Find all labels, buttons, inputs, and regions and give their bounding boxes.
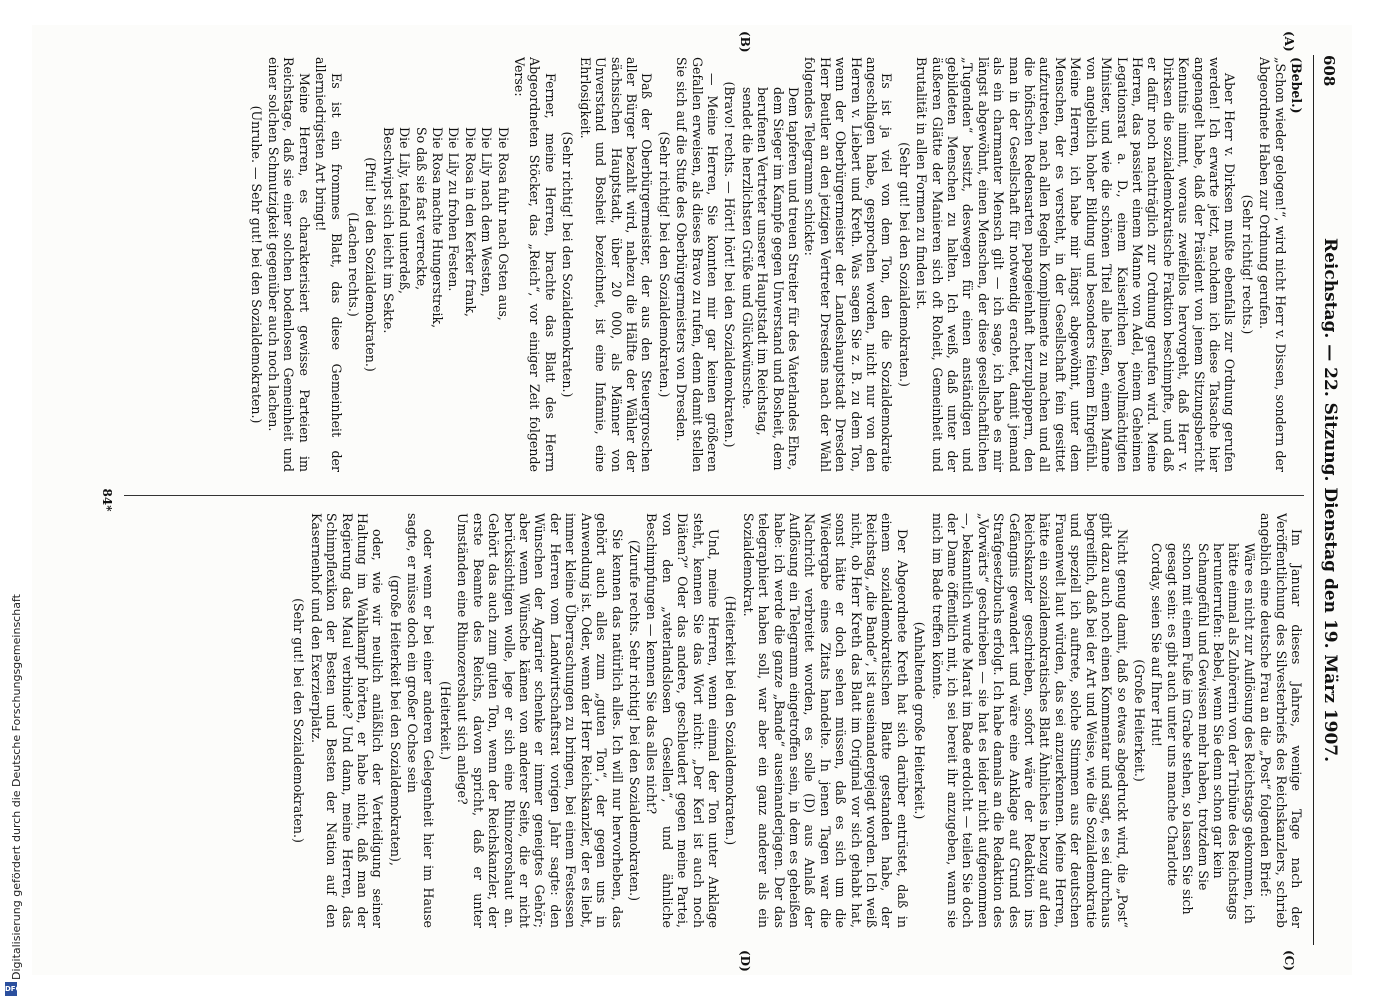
margin-mark-d: (D) bbox=[737, 950, 752, 972]
left-column-paragraph: Beschwipst sich leicht im Sekte. bbox=[380, 127, 396, 334]
left-column-paragraph: (Bravo! rechts. — Hört! hört! bei den Sozialdemokraten.) bbox=[721, 81, 737, 448]
right-column-paragraph: oder wenn er bei einer anderen Gelegenheit hier im Hause sagte, er müsse doch ein großer Ochse sein bbox=[404, 513, 436, 928]
left-column-paragraph: (Bebel.) bbox=[1288, 57, 1304, 114]
left-column-paragraph: Die Rosa in den Kerker frank, bbox=[462, 127, 478, 317]
right-column-paragraph: Und, meine Herren, wenn einmal der Ton unter Anklage steht, kennen Sie das Wort nicht: „Der Kerl ist auch noch Diäten?“ Oder das andere, geschleudert gegen meine Partei, von den „vaterlandslosen Gesellen“, und ähnliche Beschimpfungen — kennen Sie das alles nicht? bbox=[643, 513, 721, 928]
left-column-paragraph: Dem tapferen und treuen Streiter für des Vaterlandes Ehre, dem Sieger im Kampfe gegen Unverstand und Bosheit, dem berufenen Vertreter unserer Hauptstadt im Reichstag, sendet die herzlichsten Grüße und Glückwünsche. bbox=[739, 87, 801, 471]
header-rule bbox=[1313, 55, 1314, 945]
right-column-paragraph: (Sehr gut! bei den Sozialdemokraten.) bbox=[290, 598, 306, 843]
left-column-paragraph: Aber Herr v. Dirksen mußte ebenfalls zur Ordnung gerufen werden! Ich erwarte jetzt, nachdem ich diese Tatsache hier angenagelt habe, daß der Präsident von jenem Sitzungsbericht Kenntnis nimmt, woraus zweifellos hervorgeht, daß Herr v. Dirksen die sozialdemokratische Fraktion beschimpfte, und daß er dafür noch nachträglich zur Ordnung gerufen wird. Meine Herren, das passiert einem Manne von Adel, einem Geheimen Legationsrat a. D., einem Kaiserlichen bevollmächtigten Minister, und wie die schönen Titel alle heißen, einem Manne von angeblich hoher Bildung und besonders feinem Ehrgefühl. Meine Herren, ich habe mir längst abgewöhnt, unter dem Menschen, der es versteht, in der Gesellschaft fein gesittet aufzutreten, nach allen Regeln Komplimente zu machen und all die höfischen Redensarten papageienhaft herzuplappern, den man in der Gesellschaft für notwendig erachtet, damit jemand als ein charmanter Mensch gilt — ich sage, ich habe es mir längst abgewöhnt, einen Menschen, der diese gesellschaftlichen „Tugenden“ besitzt, deswegen für einen anständigen und gebildeten Menschen zu halten. Ich weiß, daß unter der äußeren Glätte der Manieren sich oft Roheit, Gemeinheit und Brutalität in allen Formen zu finden ist. bbox=[913, 57, 1237, 472]
left-column-paragraph: (Sehr richtig! bei den Sozialdemokraten.) bbox=[559, 131, 575, 398]
right-column-paragraph: Der Abgeordnete Kreth hat sich darüber entrüstet, daß in einem sozialdemokratischen Blatte gestanden habe, der Reichstag, „die Bande“, ist auseinandergejagt worden. Ich weiß nicht, ob Herr Kreth das Blatt im Original vor sich gehabt hat, sonst hätte er doch sehen müssen, daß es sich um die Wiedergabe eines Zitats handelte. In jenen Tagen war die Nachricht verbreitet worden, es solle (D) aus Anlaß der Auflösung ein Telegramm eingetroffen sein, in dem es geheißen habe: ich werde die ganze „Bande“ auseinanderjagen. Der das telegraphiert haben soll, war aber ein ganz anderer als ein Sozialdemokrat. bbox=[740, 513, 910, 928]
left-text-column bbox=[124, 57, 1304, 472]
margin-mark-b: (B) bbox=[737, 31, 752, 53]
page-signature: 84* bbox=[99, 488, 114, 512]
margin-mark-a: (A) bbox=[1281, 31, 1296, 52]
left-column-paragraph: (Pfui! bei den Sozialdemokraten.) bbox=[362, 157, 378, 372]
right-column-paragraph: Nicht genug damit, daß so etwas abgedruckt wird, die „Post“ gibt dazu auch noch einen Kommentar und sagt, es sei durchaus begreiflich, daß bei der Art und Weise, wie die Sozialdemokratie und speziell ich auftrete, solche Stimmen aus der deutschen Frauenwelt laut würden, das sei anzuerkennen. Meine Herren, hätte ein sozialdemokratisches Blatt Ähnliches in bezug auf den Reichskanzler geschrieben, sofort wäre der Redaktion ins Gefängnis gewandert und wäre eine Anklage auf Grund des Strafgesetzbuchs erfolgt. Ich habe damals an die Redaktion des „Vorwärts“ geschrieben — sie hat es leider nicht aufgenommen —, bekanntlich wurde Marat im Bade erdolcht — teilen Sie doch der Dame öffentlich mit, ich sei bereit ihr anzugeben, wann sie mich im Bade treffen könnte. bbox=[929, 513, 1130, 928]
right-column-paragraph: (Heiterkeit.) bbox=[437, 681, 453, 760]
left-column-paragraph: (Lachen rechts.) bbox=[345, 212, 361, 317]
left-column-paragraph: — Meine Herren, Sie konnten mir gar keinen größeren Gefallen erweisen, als dieses Bravo zu rufen, denn damit stellen Sie sich auf die Stufe des Oberbürgermeisters von Dresden. bbox=[673, 57, 720, 472]
right-text-column bbox=[124, 513, 1304, 928]
right-column-paragraph: oder, wie wir neulich anläßlich der Verteidigung seiner Haltung im Wahlkampf hörten, er habe nicht, daß man der Regierung das Maul verbinde? Und dann, meine Herren, das Schimpflexikon der Besten und Besten der Nation auf den Kasernenhof und den Exerzierplatz. bbox=[308, 513, 385, 928]
credit-text: Digitalisierung gefördert durch die Deutsche Forschungsgemeinschaft bbox=[10, 594, 23, 980]
left-column-paragraph: (Sehr richtig! bei den Sozialdemokraten.) bbox=[656, 131, 672, 398]
right-column-paragraph: (Heiterkeit bei den Sozialdemokraten.) bbox=[722, 595, 738, 846]
right-column-paragraph: (Zurufe rechts. Sehr richtig! bei den Sozialdemokraten.) bbox=[626, 539, 642, 902]
left-column-paragraph: Die Rosa machte Hungerstreik, bbox=[429, 127, 445, 329]
left-column-paragraph: (Sehr gut! bei den Sozialdemokraten.) bbox=[896, 142, 912, 387]
right-column-paragraph: Wäre es nicht zur Auflösung des Reichstags gekommen, ich hätte einmal als Zuhörerin von der Tribüne des Reichstags herunterrufen: Bebel, wenn Sie denn schon gar kein Schamgefühl und Gewissen mehr haben, trotzdem Sie schon mit einem Fuße im Grabe stehen, so lassen Sie sich gesagt sein: es gibt auch unter uns manche Charlotte Corday, seien Sie auf Ihrer Hut! bbox=[1148, 543, 1257, 924]
right-column-paragraph: (große Heiterkeit bei den Sozialdemokraten), bbox=[387, 575, 403, 866]
left-column-paragraph: So daß sie fast verreckte, bbox=[413, 127, 429, 291]
right-column-paragraph: (Anhaltende große Heiterkeit.) bbox=[911, 621, 927, 820]
left-column-paragraph: Ferner, meine Herren, brachte das Blatt des Herrn Abgeordneten Stöcker, das „Reich“, vor einiger Zeit folgende Verse: bbox=[511, 57, 558, 472]
left-column-paragraph: Daß der Oberbürgermeister, der aus den Steuergroschen aller Bürger bezahlt wird, nahezu die Hälfte der Wähler der sächsischen Hauptstadt, über 20 000, als Männer von Unverstand und Bosheit bezeichnet, ist eine Infamie, eine Ehrlosigkeit. bbox=[577, 57, 654, 472]
left-column-paragraph: (Unruhe. — Sehr gut! bei den Sozialdemokraten.) bbox=[248, 105, 264, 424]
page-header bbox=[1314, 55, 1342, 945]
column-divider bbox=[124, 495, 1304, 496]
credit-strip bbox=[2, 0, 23, 1000]
left-column-paragraph: „Schon wieder gelogen!“, wird nicht Herr v. Dissen, sondern der Abgeordnete Haben zur Ordnung gerufen. bbox=[1256, 57, 1288, 472]
left-column-paragraph: Es ist ein frommes Blatt, das diese Gemeinheit der allerniedrigsten Art bringt! bbox=[312, 57, 344, 472]
left-column-paragraph: Die Lily zu frohen Festen. bbox=[445, 127, 461, 292]
margin-mark-c: (C) bbox=[1281, 950, 1296, 971]
right-column-paragraph: Sie kennen das natürlich alles. Ich will nur hervorheben, das gehört auch alles zum „guten Ton“, der gegen uns in Anwendung ist. Oder, wenn der Herr Reichskanzler, der es liebt, immer kleine Überraschungen zu bringen, bei einem Festessen der Herren vom Landwirtschaftsrat vorigen Jahr sagte: den Wünschen der Agrarier schenke er immer geneigtes Gehör; aber wenn Wünsche kämen von anderer Seite, die er nicht berücksichtigen wolle, lege er sich eine Rhinozeroshaut an. Gehört das auch zum guten Ton, wenn der Reichskanzler, der erste Beamte des Reichs, davon spricht, daß er unter Umständen eine Rhinozeroshaut sich anlege? bbox=[454, 513, 625, 928]
left-column-paragraph: (Sehr richtig! rechts.) bbox=[1239, 194, 1255, 335]
left-column-paragraph: Die Rosa fuhr nach Osten aus, bbox=[495, 127, 511, 321]
left-column-paragraph: Es ist ja viel von dem Ton, den die Sozialdemokratie angeschlagen habe, gesprochen worden, nicht nur von den Herren v. Liebert und Kreth. Was sagen Sie z. B. zu dem Ton, wenn der Oberbürgermeister der Landeshauptstadt Dresden Herr Beutler an den jetzigen Vertreter Dresdens nach der Wahl folgendes Telegramm schickte: bbox=[801, 57, 894, 472]
left-column-paragraph: Die Lily, tafelnd unterdeß, bbox=[396, 127, 412, 295]
right-column-paragraph: Im Januar dieses Jahres, wenige Tage nach der Veröffentlichung des Silvesterbriefs des Reichskanzlers, schrieb angeblich eine deutsche Frau an die „Post“ folgenden Brief: bbox=[1257, 513, 1304, 928]
running-title: Reichstag. — 22. Sitzung. Dienstag den 19. März 1907. bbox=[1319, 237, 1340, 763]
right-column-paragraph: (Große Heiterkeit.) bbox=[1131, 659, 1147, 782]
left-column-paragraph: Meine Herren, es charakterisiert gewisse Parteien im Reichstage, daß sie einer solchen bodenlosen Gemeinheit und einer solchen Schmutzigkeit gegenüber auch noch lachen. bbox=[265, 57, 312, 472]
page-number: 608 bbox=[1319, 55, 1338, 87]
left-column-paragraph: Die Lily nach dem Westen, bbox=[478, 127, 494, 297]
dfg-logo-icon: DFG bbox=[5, 982, 17, 996]
document-page bbox=[32, 25, 1352, 975]
